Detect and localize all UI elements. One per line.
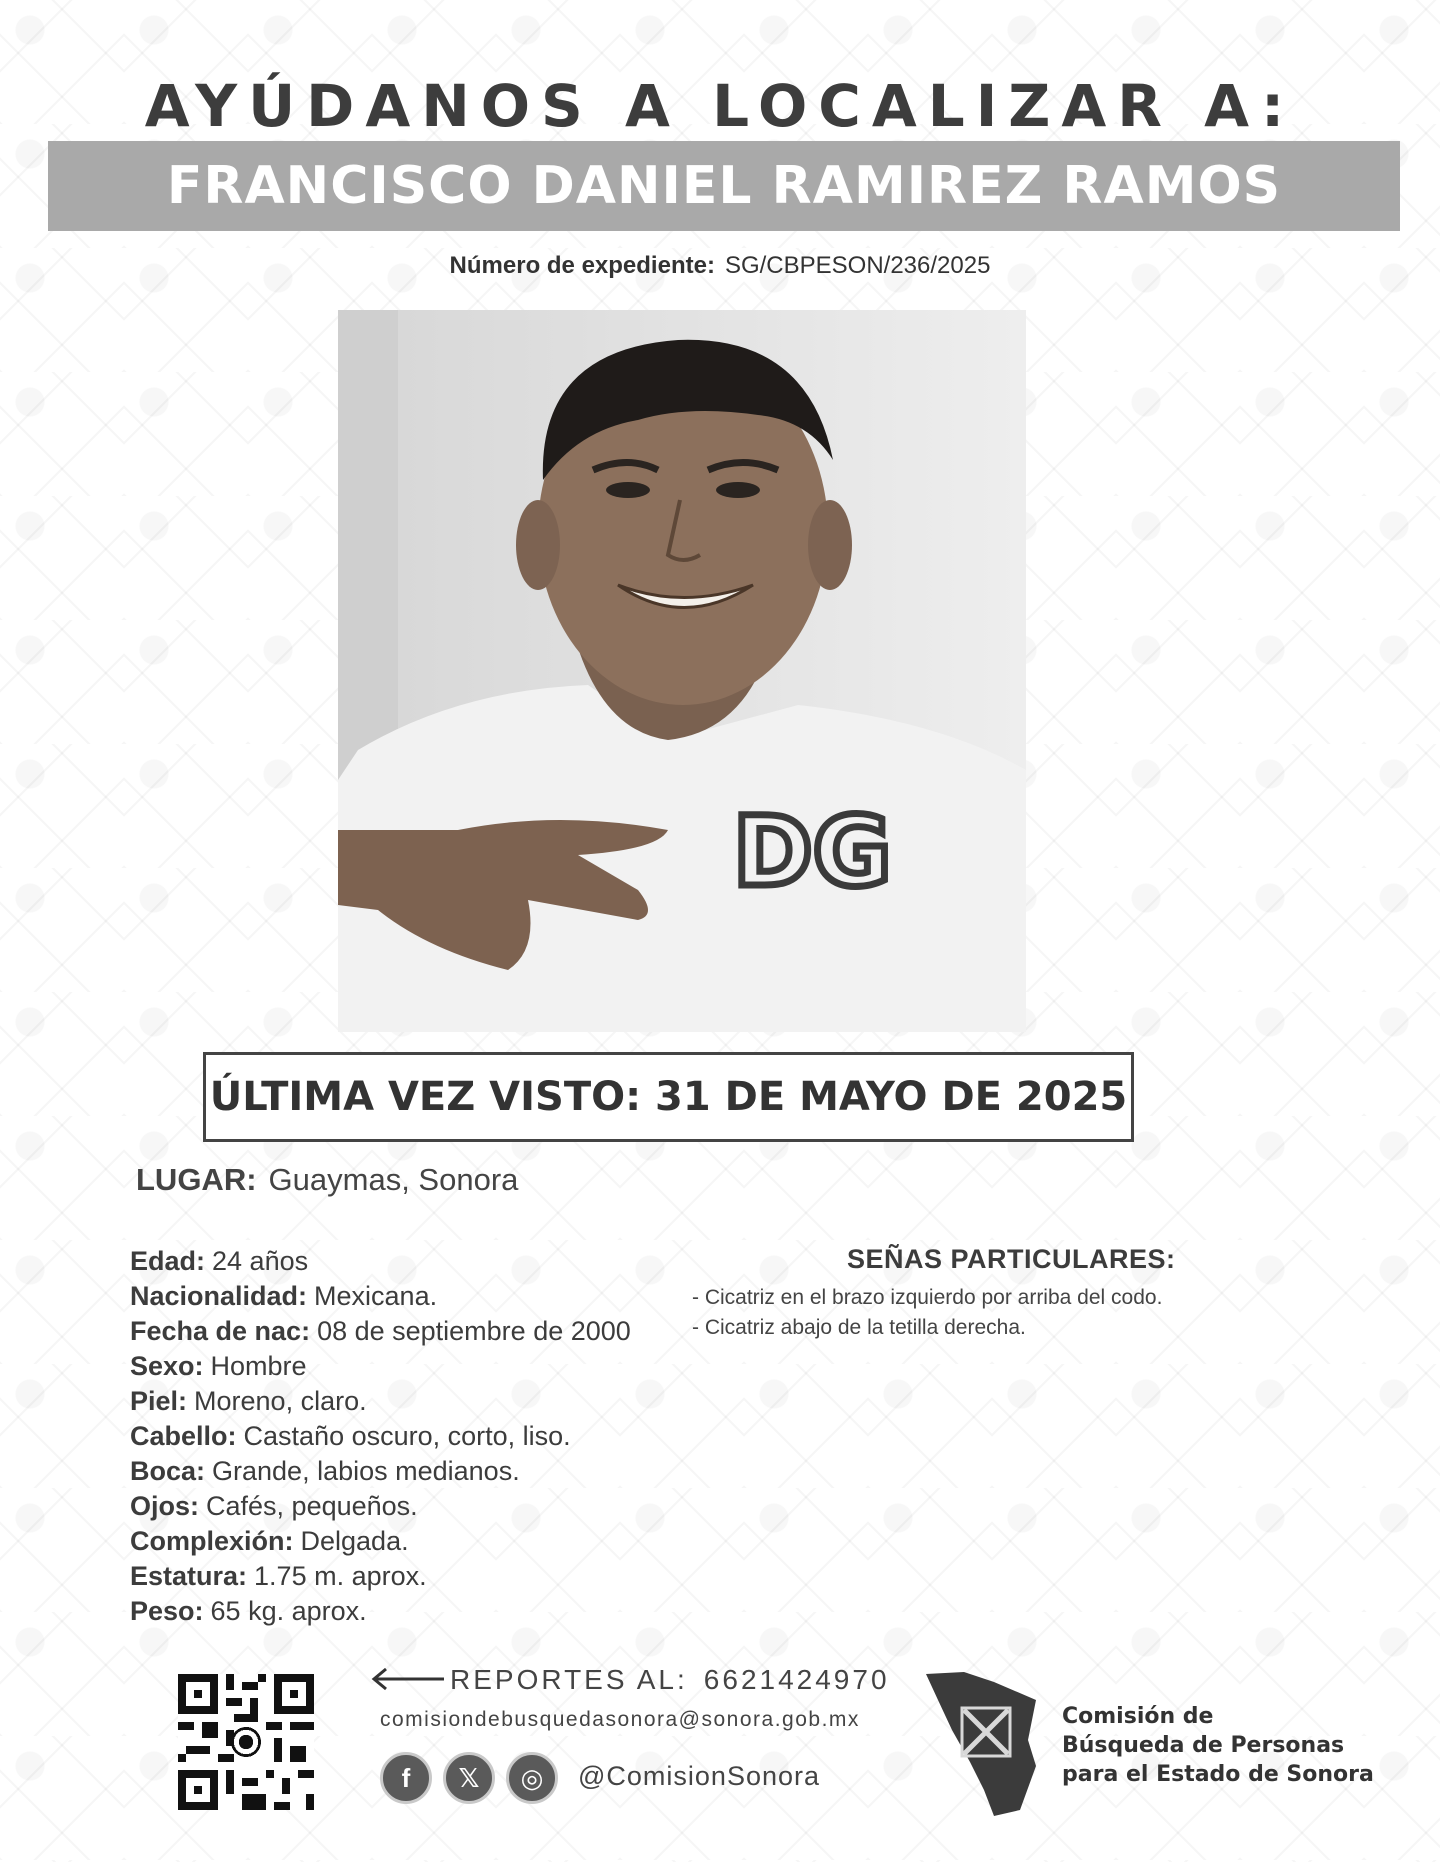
org-line: Búsqueda de Personas xyxy=(1062,1733,1345,1758)
x-icon[interactable]: 𝕏 xyxy=(443,1752,495,1804)
fact-label: Ojos: xyxy=(130,1491,200,1521)
last-seen-text: ÚLTIMA VEZ VISTO: 31 DE MAYO DE 2025 xyxy=(209,1074,1128,1120)
fact-boca xyxy=(130,1454,631,1489)
fact-label: Nacionalidad: xyxy=(130,1281,308,1311)
fact-value: Hombre xyxy=(210,1351,307,1381)
fact-value: 1.75 m. aprox. xyxy=(254,1561,427,1591)
fact-label: Piel: xyxy=(130,1386,188,1416)
person-name: FRANCISCO DANIEL RAMIREZ RAMOS xyxy=(166,156,1282,216)
fact-complexion xyxy=(130,1524,631,1559)
description-list xyxy=(130,1244,631,1629)
distinguishing-marks-list xyxy=(692,1283,1162,1343)
fact-estatura xyxy=(130,1559,631,1594)
organization-name xyxy=(1062,1702,1374,1789)
fact-value: Moreno, claro. xyxy=(194,1386,367,1416)
case-number xyxy=(0,252,1440,280)
fact-label: Fecha de nac: xyxy=(130,1316,311,1346)
name-banner xyxy=(48,141,1400,231)
fact-label: Estatura: xyxy=(130,1561,248,1591)
contact-email[interactable]: comisiondebusquedasonora@sonora.gob.mx xyxy=(380,1708,860,1731)
org-line: para el Estado de Sonora xyxy=(1062,1762,1374,1787)
fact-edad xyxy=(130,1244,631,1279)
location-value: Guaymas, Sonora xyxy=(268,1162,519,1197)
social-handle[interactable]: @ComisionSonora xyxy=(578,1761,821,1791)
case-number-value: SG/CBPESON/236/2025 xyxy=(724,252,991,279)
fact-label: Cabello: xyxy=(130,1421,237,1451)
sonora-map-logo xyxy=(924,1670,1044,1820)
fact-label: Sexo: xyxy=(130,1351,204,1381)
reportes-line xyxy=(370,1664,890,1698)
fact-piel xyxy=(130,1384,631,1419)
headline: AYÚDANOS A LOCALIZAR A: xyxy=(144,72,1296,140)
reportes-phone[interactable]: 6621424970 xyxy=(703,1664,890,1695)
fact-cabello xyxy=(130,1419,631,1454)
person-photo xyxy=(338,310,1026,1032)
fact-value: 08 de septiembre de 2000 xyxy=(317,1316,631,1346)
fact-ojos xyxy=(130,1489,631,1524)
instagram-icon[interactable]: ◎ xyxy=(506,1752,558,1804)
org-line: Comisión de xyxy=(1062,1704,1214,1729)
fact-value: Delgada. xyxy=(300,1526,409,1556)
arrow-left-icon xyxy=(370,1666,446,1698)
case-number-label: Número de expediente: xyxy=(449,252,715,279)
fact-label: Peso: xyxy=(130,1596,204,1626)
last-seen-box xyxy=(203,1052,1134,1142)
location-label: LUGAR: xyxy=(136,1162,257,1197)
fact-value: Mexicana. xyxy=(314,1281,438,1311)
fact-value: 65 kg. aprox. xyxy=(210,1596,367,1626)
fact-label: Complexión: xyxy=(130,1526,294,1556)
fact-label: Edad: xyxy=(130,1246,206,1276)
fact-nacionalidad xyxy=(130,1279,631,1314)
fact-sexo xyxy=(130,1349,631,1384)
fact-value: Grande, labios medianos. xyxy=(212,1456,520,1486)
fact-peso xyxy=(130,1594,631,1629)
fact-value: Cafés, pequeños. xyxy=(206,1491,418,1521)
distinguishing-mark: - Cicatriz en el brazo izquierdo por arriba del codo. xyxy=(692,1286,1163,1309)
reportes-label: REPORTES AL: xyxy=(450,1664,688,1695)
facebook-icon[interactable]: f xyxy=(380,1752,432,1804)
distinguishing-mark: - Cicatriz abajo de la tetilla derecha. xyxy=(692,1316,1026,1339)
fact-value: Castaño oscuro, corto, liso. xyxy=(243,1421,571,1451)
fact-value: 24 años xyxy=(212,1246,309,1276)
fact-label: Boca: xyxy=(130,1456,206,1486)
location xyxy=(136,1162,518,1198)
distinguishing-marks-title: SEÑAS PARTICULARES: xyxy=(847,1244,1176,1274)
fact-fecha-nac xyxy=(130,1314,631,1349)
qr-code[interactable] xyxy=(178,1674,314,1810)
shirt-logo: DG xyxy=(733,796,892,908)
